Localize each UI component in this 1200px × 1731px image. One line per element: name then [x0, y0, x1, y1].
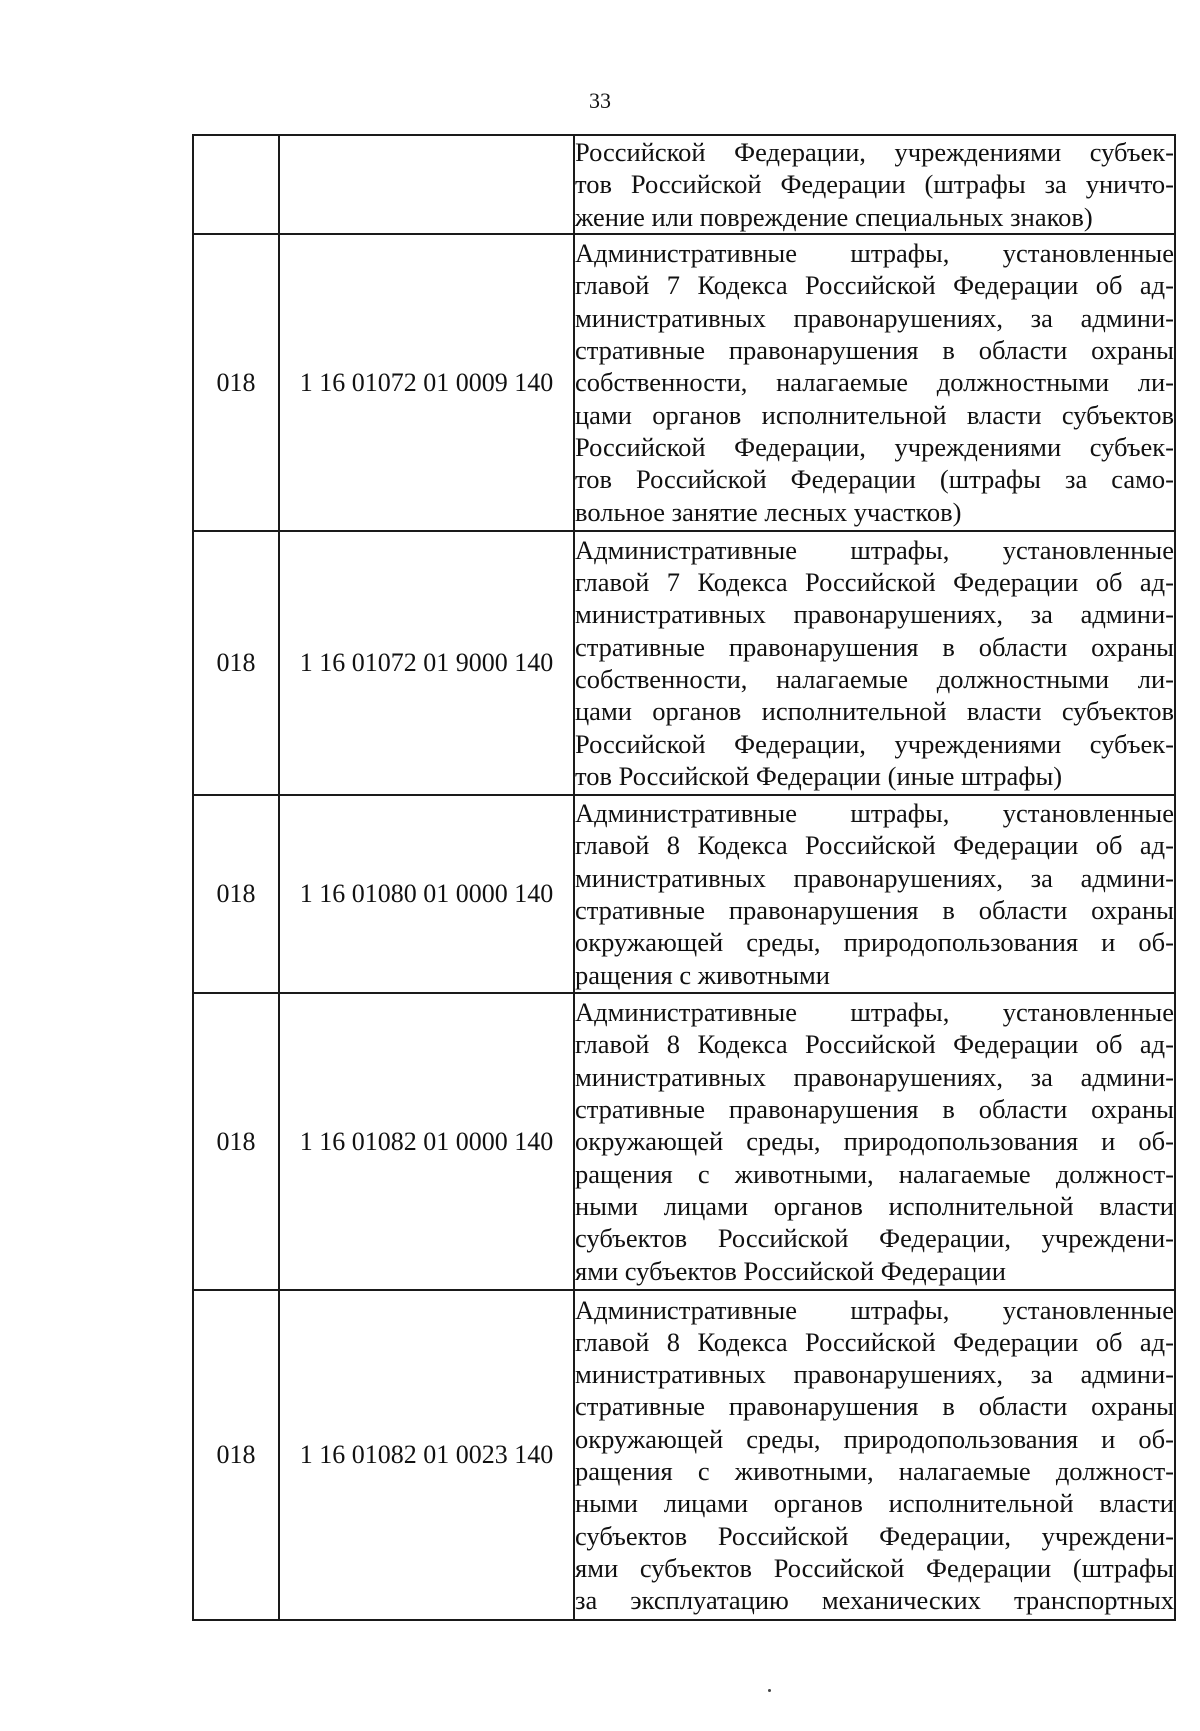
description-line: министративных правонарушениях, за админи- [575, 302, 1174, 333]
description-line: Российской Федерации, учреждениями субъек- [575, 137, 1174, 168]
table-row [193, 135, 1175, 234]
description-line: Административные штрафы, установленные [575, 997, 1174, 1028]
description-line: ращения с животными, налагаемые должност- [575, 1158, 1174, 1189]
description-line: Административные штрафы, установленные [575, 238, 1174, 269]
description-cell [574, 993, 1175, 1290]
description-line: за эксплуатацию механических транспортных [575, 1585, 1174, 1616]
description-line: министративных правонарушениях, за админи- [575, 862, 1174, 893]
budget-classification-table [192, 134, 1176, 1621]
description-line: вольное занятие лесных участков) [575, 496, 962, 527]
kbk-code-cell: 1 16 01080 01 0000 140 [279, 795, 574, 993]
table-row [193, 795, 1175, 993]
page-number: 33 [589, 88, 611, 113]
description-cell [574, 135, 1175, 234]
description-line: Административные штрафы, установленные [575, 534, 1174, 565]
description-line: главой 8 Кодекса Российской Федерации об ад- [575, 830, 1174, 861]
description-line: министративных правонарушениях, за админи- [575, 599, 1174, 630]
description-line: тов Российской Федерации (штрафы за само- [575, 464, 1174, 495]
description-line: Административные штрафы, установленные [575, 1294, 1174, 1325]
admin-code-cell: 018 [193, 1290, 279, 1620]
description-cell [574, 1290, 1175, 1620]
description-cell [574, 531, 1175, 795]
description-line: ными лицами органов исполнительной власти [575, 1488, 1174, 1519]
description-line: стративные правонарушения в области охраны [575, 1391, 1174, 1422]
description-line: ращения с животными, налагаемые должност- [575, 1456, 1174, 1486]
description-line: главой 7 Кодекса Российской Федерации об ад- [575, 270, 1174, 301]
description-line: окружающей среды, природопользования и об- [575, 1126, 1174, 1157]
admin-code-cell: 018 [193, 993, 279, 1290]
description-line: главой 7 Кодекса Российской Федерации об ад- [575, 567, 1174, 598]
table-row [193, 1290, 1175, 1620]
description-line: главой 8 Кодекса Российской Федерации об ад- [575, 1029, 1174, 1060]
description-line: стративные правонарушения в области охраны [575, 1094, 1174, 1125]
description-cell [574, 234, 1175, 531]
description-line: субъектов Российской Федерации, учреждени- [575, 1223, 1174, 1254]
description-cell [574, 795, 1175, 993]
admin-code-cell [193, 135, 279, 234]
description-line: стративные правонарушения в области охраны [575, 631, 1174, 662]
description-line: стративные правонарушения в области охраны [575, 335, 1174, 366]
kbk-code-cell: 1 16 01072 01 0009 140 [279, 234, 574, 531]
description-line: жение или повреждение специальных знаков) [575, 201, 1093, 232]
description-line: стративные правонарушения в области охраны [575, 895, 1174, 925]
description-line: главой 8 Кодекса Российской Федерации об ад- [575, 1326, 1174, 1357]
table-row [193, 234, 1175, 531]
description-line: ными лицами органов исполнительной власти [575, 1190, 1174, 1221]
description-line: субъектов Российской Федерации, учреждени- [575, 1520, 1174, 1551]
description-line: тов Российской Федерации (штрафы за уничто- [575, 169, 1174, 200]
kbk-code-cell: 1 16 01082 01 0000 140 [279, 993, 574, 1290]
description-line: Российской Федерации, учреждениями субъек- [575, 431, 1174, 462]
description-line: ями субъектов Российской Федерации (штрафы [575, 1552, 1174, 1583]
scan-speck [768, 1689, 771, 1692]
description-line: собственности, налагаемые должностными ли- [575, 664, 1174, 694]
description-line: собственности, налагаемые должностными ли- [575, 367, 1174, 398]
description-line: цами органов исполнительной власти субъектов [575, 399, 1174, 430]
table-row [193, 993, 1175, 1290]
description-line: ращения с животными [575, 959, 830, 990]
kbk-code-cell: 1 16 01082 01 0023 140 [279, 1290, 574, 1620]
kbk-code-cell: 1 16 01072 01 9000 140 [279, 531, 574, 795]
description-line: окружающей среды, природопользования и об- [575, 927, 1174, 958]
description-line: Российской Федерации, учреждениями субъек- [575, 728, 1174, 759]
admin-code-cell: 018 [193, 234, 279, 531]
admin-code-cell: 018 [193, 531, 279, 795]
description-line: министративных правонарушениях, за админи- [575, 1359, 1174, 1390]
kbk-code-cell [279, 135, 574, 234]
table-row [193, 531, 1175, 795]
description-line: министративных правонарушениях, за админи- [575, 1061, 1174, 1092]
admin-code-cell: 018 [193, 795, 279, 993]
description-line: цами органов исполнительной власти субъектов [575, 696, 1174, 727]
description-line: тов Российской Федерации (иные штрафы) [575, 760, 1063, 791]
description-line: ями субъектов Российской Федерации [575, 1255, 1006, 1286]
description-line: Административные штрафы, установленные [575, 798, 1174, 829]
description-line: окружающей среды, природопользования и об- [575, 1423, 1174, 1454]
